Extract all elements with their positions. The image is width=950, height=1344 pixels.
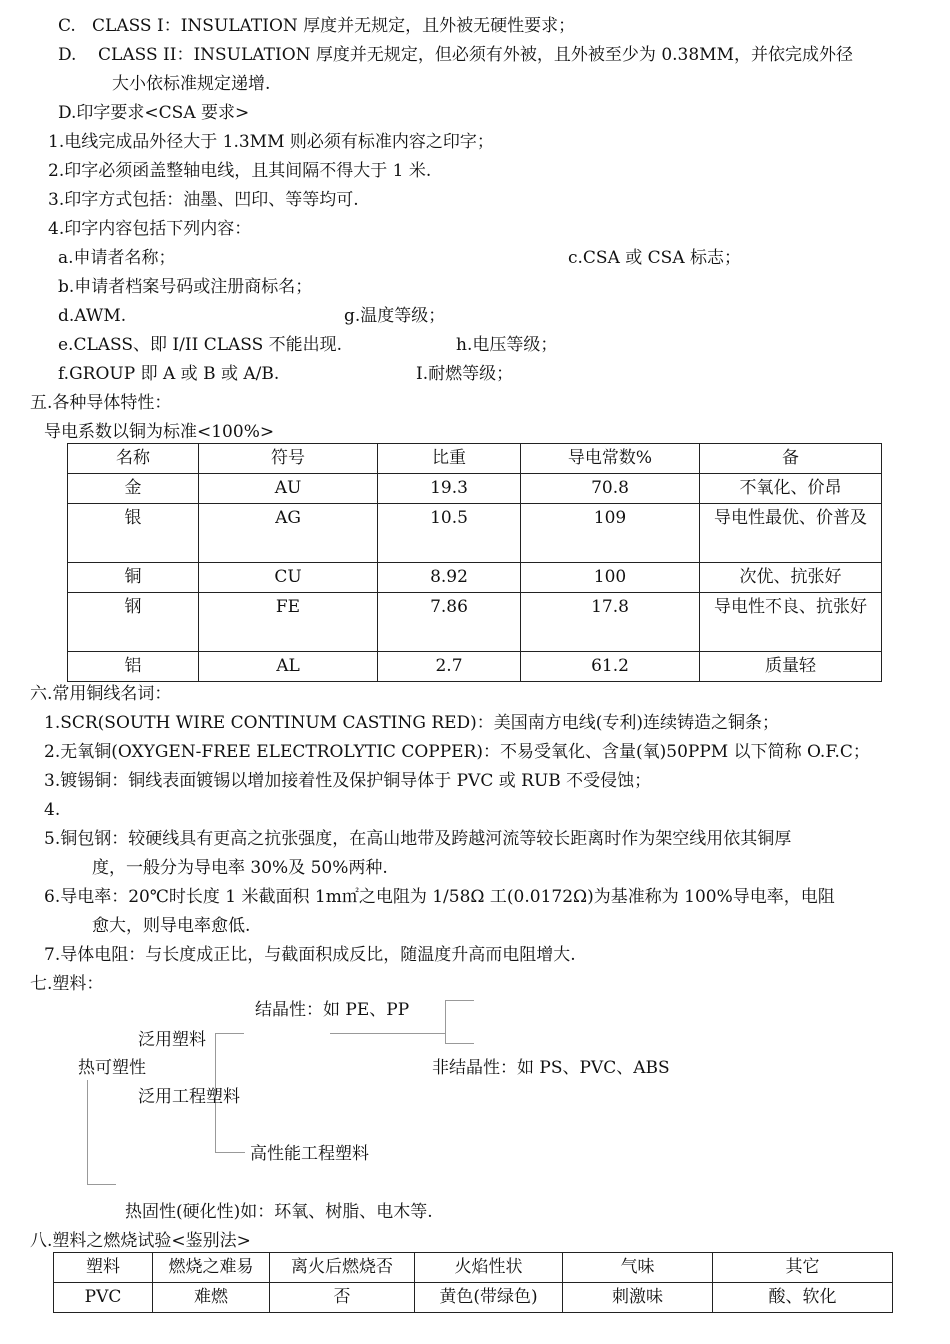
table-cell: 19.3 <box>378 474 521 504</box>
print-rule-4: 4.印字内容包括下列内容： <box>48 219 252 239</box>
term-1: 1.SCR(SOUTH WIRE CONTINUM CASTING RED)：美国南方电线(专利)连续铸造之铜条； <box>44 713 780 733</box>
crystalline-label: 结晶性：如 PE、PP <box>255 1000 410 1020</box>
bracket-highperf-link <box>215 1152 245 1153</box>
header-cell: 名称 <box>68 444 199 474</box>
table-cell: 次优、抗张好 <box>700 563 882 593</box>
table-cell: 铜 <box>68 563 199 593</box>
print-rule-1: 1.电线完成品外径大于 1.3MM 则必须有标准内容之印字； <box>48 132 494 152</box>
header-cell: 燃烧之难易 <box>153 1253 270 1283</box>
section8-heading: 八.塑料之燃烧试验<鉴别法> <box>30 1231 251 1251</box>
bracket-general-link <box>330 1033 445 1034</box>
print-item-b: b.申请者档案号码或注册商标名； <box>58 277 313 297</box>
term-6: 6.导电率：20℃时长度 1 米截面积 1m㎡之电阻为 1/58Ω 工(0.0172Ω)为基准称为 100%导电率，电阻 <box>44 887 835 907</box>
table-cell: 109 <box>521 504 700 563</box>
print-item-h: h.电压等级； <box>456 335 558 355</box>
table-cell: 金 <box>68 474 199 504</box>
table-row <box>68 593 882 652</box>
table-cell: 70.8 <box>521 474 700 504</box>
header-cell: 比重 <box>378 444 521 474</box>
term-6-cont: 愈大，则导电率愈低. <box>92 916 251 936</box>
header-cell: 离火后燃烧否 <box>270 1253 415 1283</box>
table-cell: 铝 <box>68 652 199 682</box>
conductor-table-header <box>68 444 882 474</box>
print-item-c: c.CSA 或 CSA 标志； <box>568 248 741 268</box>
print-item-a: a.申请者名称； <box>58 248 176 268</box>
general-plastic-label: 泛用塑料 <box>138 1030 206 1050</box>
table-cell: 黄色(带绿色) <box>415 1283 563 1313</box>
print-req-heading: D.印字要求<CSA 要求> <box>58 103 250 123</box>
table-cell: 导电性不良、抗张好 <box>700 593 882 652</box>
high-perf-plastic-label: 高性能工程塑料 <box>250 1144 369 1164</box>
thermoset-label: 热固性(硬化性)如：环氧、树脂、电木等. <box>125 1202 433 1222</box>
table-cell: 17.8 <box>521 593 700 652</box>
table-cell: AG <box>199 504 378 563</box>
table-cell: 否 <box>270 1283 415 1313</box>
print-item-i: I.耐燃等级； <box>416 364 514 384</box>
conductor-table <box>67 443 882 682</box>
burn-table-header <box>54 1253 893 1283</box>
bracket-thermo <box>87 1080 116 1185</box>
class-ii-line: D. CLASS II：INSULATION 厚度并无规定，但必须有外被，且外被至少为 0.38MM，并依完成外径 <box>58 45 853 65</box>
header-cell: 气味 <box>563 1253 713 1283</box>
table-cell: 刺激味 <box>563 1283 713 1313</box>
table-cell: FE <box>199 593 378 652</box>
class-ii-line-cont: 大小依标准规定递增. <box>112 74 271 94</box>
header-cell: 备 <box>700 444 882 474</box>
table-cell: 不氧化、价昂 <box>700 474 882 504</box>
burn-test-table <box>53 1252 893 1313</box>
table-cell: 银 <box>68 504 199 563</box>
table-cell: 10.5 <box>378 504 521 563</box>
term-7: 7.导体电阻：与长度成正比，与截面积成反比，随温度升高而电阻增大. <box>44 945 576 965</box>
table-cell: 质量轻 <box>700 652 882 682</box>
table-cell: PVC <box>54 1283 153 1313</box>
table-row <box>68 474 882 504</box>
section5-note: 导电系数以铜为标准<100%> <box>44 422 275 442</box>
section6-heading: 六.常用铜线名词： <box>30 684 172 704</box>
print-rule-3: 3.印字方式包括：油墨、凹印、等等均可. <box>48 190 359 210</box>
print-item-d: d.AWM. <box>58 306 127 326</box>
print-item-e: e.CLASS、即 I/II CLASS 不能出现. <box>58 335 343 355</box>
term-4: 4. <box>44 800 61 820</box>
table-cell: AU <box>199 474 378 504</box>
table-row <box>68 652 882 682</box>
table-cell: 钢 <box>68 593 199 652</box>
section5-heading: 五.各种导体特性： <box>30 393 172 413</box>
thermoplastic-label: 热可塑性 <box>78 1058 146 1078</box>
term-3: 3.镀锡铜：铜线表面镀锡以增加接着性及保护铜导体于 PVC 或 RUB 不受侵蚀； <box>44 771 652 791</box>
header-cell: 火焰性状 <box>415 1253 563 1283</box>
header-cell: 塑料 <box>54 1253 153 1283</box>
table-row <box>68 563 882 593</box>
table-cell: 61.2 <box>521 652 700 682</box>
table-cell: 100 <box>521 563 700 593</box>
general-eng-plastic-label: 泛用工程塑料 <box>138 1087 240 1107</box>
table-cell: 2.7 <box>378 652 521 682</box>
table-cell: 难燃 <box>153 1283 270 1313</box>
table-cell: 酸、软化 <box>713 1283 893 1313</box>
header-cell: 导电常数% <box>521 444 700 474</box>
print-rule-2: 2.印字必须函盖整轴电线，且其间隔不得大于 1 米. <box>48 161 432 181</box>
term-5-cont: 度，一般分为导电率 30%及 50%两种. <box>92 858 388 878</box>
print-item-f: f.GROUP 即 A 或 B 或 A/B. <box>58 364 280 384</box>
amorphous-label: 非结晶性：如 PS、PVC、ABS <box>432 1058 670 1078</box>
table-cell: 7.86 <box>378 593 521 652</box>
header-cell: 符号 <box>199 444 378 474</box>
header-cell: 其它 <box>713 1253 893 1283</box>
term-5: 5.铜包钢：较硬线具有更高之抗张强度，在高山地带及跨越河流等较长距离时作为架空线用依其铜厚 <box>44 829 792 849</box>
table-cell: 导电性最优、价普及 <box>700 504 882 563</box>
section7-heading: 七.塑料： <box>30 974 104 994</box>
print-item-g: g.温度等级； <box>344 306 446 326</box>
table-cell: CU <box>199 563 378 593</box>
table-row <box>54 1283 893 1313</box>
table-cell: 8.92 <box>378 563 521 593</box>
table-row <box>68 504 882 563</box>
bracket-crystal <box>445 1000 474 1044</box>
table-cell: AL <box>199 652 378 682</box>
class-i-line: C. CLASS I：INSULATION 厚度并无规定，且外被无硬性要求； <box>58 16 576 36</box>
term-2: 2.无氧铜(OXYGEN-FREE ELECTROLYTIC COPPER)：不易受氧化、含量(氧)50PPM 以下简称 O.F.C； <box>44 742 870 762</box>
